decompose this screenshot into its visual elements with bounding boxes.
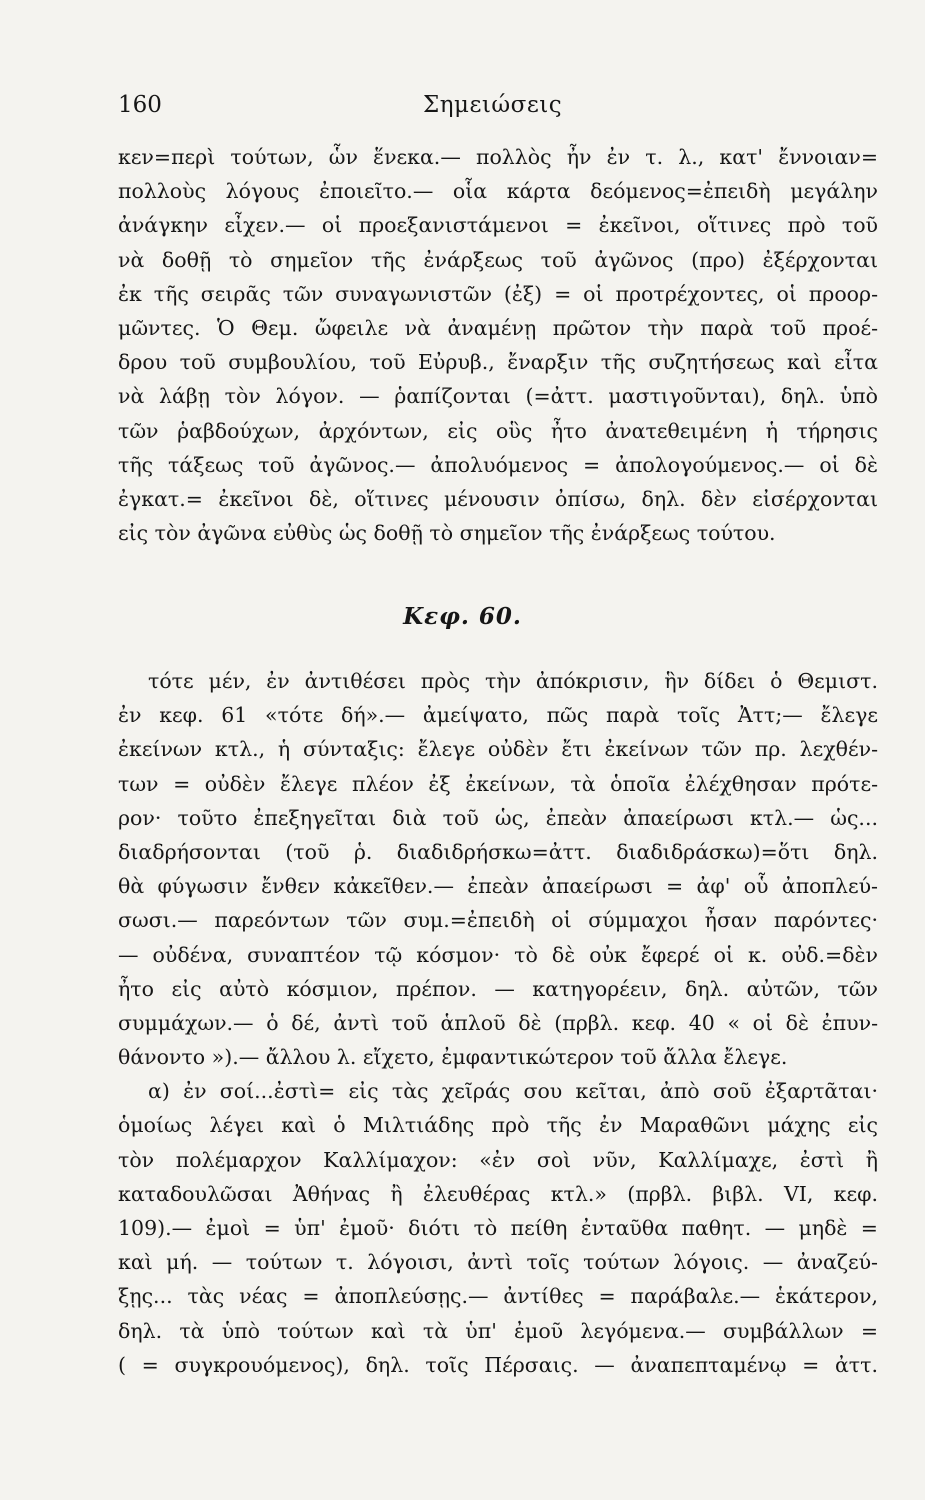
text-line: τότε μέν, ἐν ἀντιθέσει πρὸς τὴν ἀπόκρισιν, ἣν δίδει ὁ Θεμιστ.: [148, 669, 878, 693]
text-line: τῆς τάξεως τοῦ ἀγῶνος.— ἀπολυόμενος = ἀπολογούμενος.— οἱ δὲ: [118, 452, 878, 477]
text-line: ἐν κεφ. 61 «τότε δή».— ἀμείψατο, πῶς παρὰ τοῖς Ἀττ;— ἔλεγε: [118, 703, 878, 728]
text-line: ἀνάγκην εἶχεν.— οἱ προεξανιστάμενοι = ἐκεῖνοι, οἵτινες πρὸ τοῦ: [118, 213, 878, 238]
text-line: ξῃς... τὰς νέας = ἀποπλεύσῃς.— ἀντίθες = παράβαλε.— ἑκάτερον,: [118, 1284, 878, 1309]
section-heading: Κεφ. 60.: [403, 603, 522, 630]
text-line: α) ἐν σοί...ἐστὶ= εἰς τὰς χεῖράς σου κεῖται, ἀπὸ σοῦ ἐξαρτᾶται·: [148, 1079, 878, 1104]
text-line: μῶντες. Ὁ Θεμ. ὤφειλε νὰ ἀναμένῃ πρῶτον τὴν παρὰ τοῦ προέ-: [118, 315, 878, 340]
text-line: πολλοὺς λόγους ἐποιεῖτο.— οἷα κάρτα δεόμενος=ἐπειδὴ μεγάλην: [118, 179, 878, 204]
text-line: — οὐδένα, συναπτέον τῷ κόσμον· τὸ δὲ οὐκ ἔφερέ οἱ κ. οὐδ.=δὲν: [118, 942, 878, 967]
text-line: δηλ. τὰ ὑπὸ τούτων καὶ τὰ ὑπ' ἐμοῦ λεγόμενα.— συμβάλλων =: [118, 1318, 878, 1343]
running-title: Σημειώσεις: [423, 92, 563, 118]
running-head: [118, 92, 878, 124]
text-line: ἐκ τῆς σειρᾶς τῶν συναγωνιστῶν (ἐξ) = οἱ προτρέχοντες, οἱ προορ-: [118, 281, 878, 306]
text-line: συμμάχων.— ὁ δέ, ἀντὶ τοῦ ἁπλοῦ δὲ (πρβλ. κεφ. 40 « οἱ δὲ ἐπυν-: [118, 1010, 878, 1035]
text-line: 109).— ἐμοὶ = ὑπ' ἐμοῦ· διότι τὸ πείθη ἐνταῦθα παθητ. — μηδὲ =: [118, 1216, 878, 1240]
text-line: ἐγκατ.= ἐκεῖνοι δὲ, οἵτινες μένουσιν ὀπίσω, δηλ. δὲν εἰσέρχονται: [118, 486, 878, 511]
page-number: 160: [118, 92, 162, 118]
text-line: σωσι.— παρεόντων τῶν συμ.=ἐπειδὴ οἱ σύμμαχοι ἦσαν παρόντες·: [118, 908, 878, 933]
text-line: καὶ μή. — τούτων τ. λόγοισι, ἀντὶ τοῖς τούτων λόγοις. — ἀναζεύ-: [118, 1250, 878, 1275]
text-line: ἦτο εἰς αὐτὸ κόσμιον, πρέπον. — κατηγορέειν, δηλ. αὐτῶν, τῶν: [118, 976, 878, 1001]
text-line: ἐκείνων κτλ., ἡ σύνταξις: ἔλεγε οὐδὲν ἔτι ἐκείνων τῶν πρ. λεχθέν-: [118, 737, 878, 762]
text-line: εἰς τὸν ἀγῶνα εὐθὺς ὡς δοθῇ τὸ σημεῖον τῆς ἐνάρξεως τούτου.: [118, 521, 776, 546]
text-line: τῶν ῥαβδούχων, ἀρχόντων, εἰς οὓς ἦτο ἀνατεθειμένη ἡ τήρησις: [118, 418, 878, 443]
text-line: θάνοντο »).— ἄλλου λ. εἴχετο, ἐμφαντικώτερον τοῦ ἄλλα ἔλεγε.: [118, 1045, 788, 1070]
text-line: κεν=περὶ τούτων, ὧν ἕνεκα.— πολλὸς ἦν ἐν τ. λ., κατ' ἔννοιαν=: [118, 145, 878, 169]
text-line: διαδρήσονται (τοῦ ῥ. διαδιδρήσκω=ἀττ. διαδιδράσκω)=ὅτι δηλ.: [118, 839, 878, 864]
text-line: νὰ λάβῃ τὸν λόγον. — ῥαπίζονται (=ἀττ. μαστιγοῦνται), δηλ. ὑπὸ: [118, 384, 878, 409]
text-line: νὰ δοθῇ τὸ σημεῖον τῆς ἐνάρξεως τοῦ ἀγῶνος (προ) ἐξέρχονται: [118, 247, 878, 272]
text-line: τὸν πολέμαρχον Καλλίμαχον: «ἐν σοὶ νῦν, Καλλίμαχε, ἐστὶ ἢ: [118, 1147, 878, 1172]
text-line: ρον· τοῦτο ἐπεξηγεῖται διὰ τοῦ ὡς, ἐπεὰν ἀπαείρωσι κτλ.— ὡς...: [118, 805, 878, 830]
notes-paragraph-top: [118, 140, 878, 550]
text-line: ὁμοίως λέγει καὶ ὁ Μιλτιάδης πρὸ τῆς ἐν Μαραθῶνι μάχης εἰς: [118, 1113, 878, 1138]
text-line: δρου τοῦ συμβουλίου, τοῦ Εὐρυβ., ἔναρξιν τῆς συζητήσεως καὶ εἶτα: [118, 350, 878, 375]
text-line: ( = συγκρουόμενος), δηλ. τοῖς Πέρσαις. — ἀναπεπταμένῳ = ἀττ.: [118, 1352, 878, 1377]
notes-paragraph-bottom: [118, 664, 878, 1382]
text-line: θὰ φύγωσιν ἔνθεν κἀκεῖθεν.— ἐπεὰν ἀπαείρωσι = ἀφ' οὗ ἀποπλεύ-: [118, 874, 878, 899]
text-line: καταδουλῶσαι Ἀθήνας ἢ ἐλευθέρας κτλ.» (πρβλ. βιβλ. VI, κεφ.: [118, 1181, 878, 1206]
text-line: των = οὐδὲν ἔλεγε πλέον ἐξ ἐκείνων, τὰ ὁποῖα ἐλέχθησαν πρότε-: [118, 771, 878, 796]
